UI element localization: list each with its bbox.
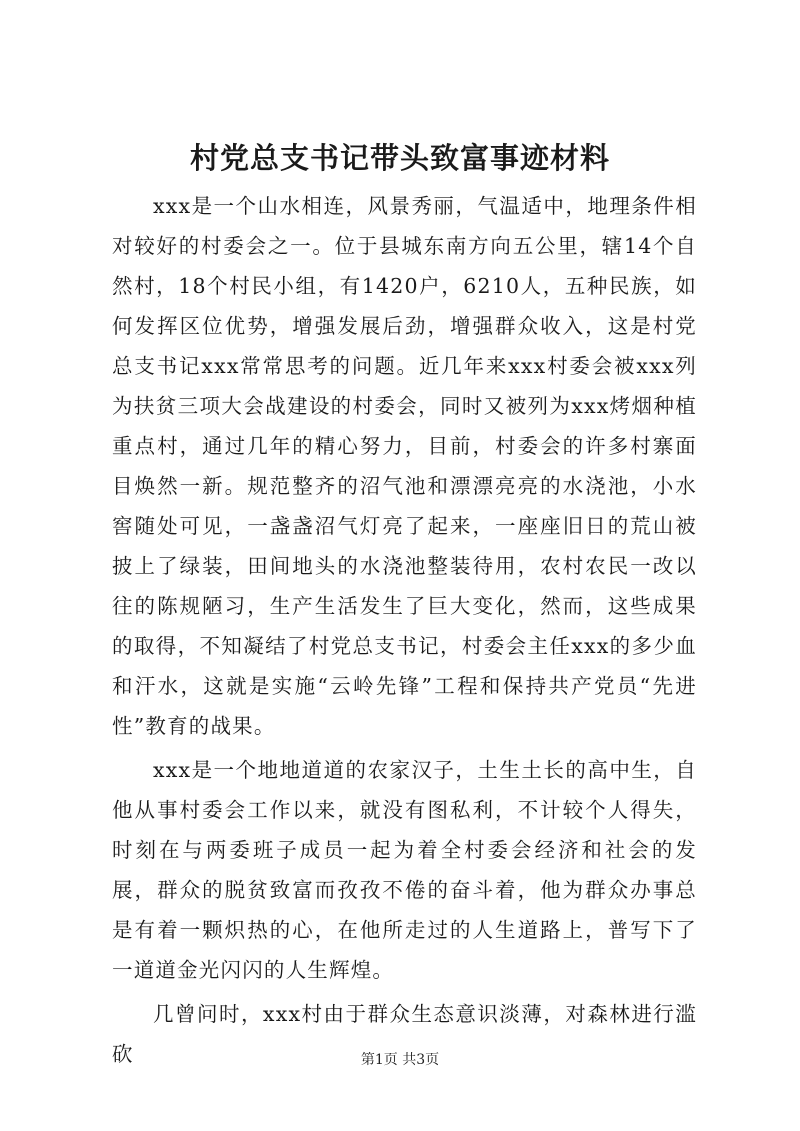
paragraph-3: 几曾问时，xxx村由于群众生态意识淡薄，对森林进行滥砍	[112, 1002, 697, 1066]
paragraph-2: xxx是一个地地道道的农家汉子，土生土长的高中生，自他从事村委会工作以来，就没有图私利，不计较个人得失，时刻在与两委班子成员一起为着全村委会经济和社会的发展，群众的脱贫致富而孜孜不倦的奋斗着，他为群众办事总是有着一颗炽热的心，在他所走过的人生道路上，普写下了一道道金光闪闪的人生辉煌。	[112, 758, 697, 982]
paragraph-1: xxx是一个山水相连，风景秀丽，气温适中，地理条件相对较好的村委会之一。位于县城东南方向五公里，辖14个自然村，18个村民小组，有1420户，6210人，五种民族，如何发挥区位优势，增强发展后劲，增强群众收入，这是村党总支书记xxx常常思考的问题。近几年来xxx村委会被xxx列为扶贫三项大会战建设的村委会，同时又被列为xxx烤烟种植重点村，通过几年的精心努力，目前，村委会的许多村寨面目焕然一新。规范整齐的沼气池和漂漂亮亮的水浇池，小水窖随处可见，一盏盏沼气灯亮了起来，一座座旧日的荒山被披上了绿装，田间地头的水浇池整装待用，农村农民一改以往的陈规陋习，生产生活发生了巨大变化，然而，这些成果的取得，不知凝结了村党总支书记，村委会主任xxx的多少血和汗水，这就是实施“云岭先锋”工程和保持共产党员“先进性”教育的战果。	[112, 194, 697, 738]
document-body	[112, 186, 697, 1074]
page-number-footer: 第1页 共3页	[360, 1052, 440, 1068]
document-title: 村党总支书记带头致富事迹材料	[189, 141, 610, 175]
